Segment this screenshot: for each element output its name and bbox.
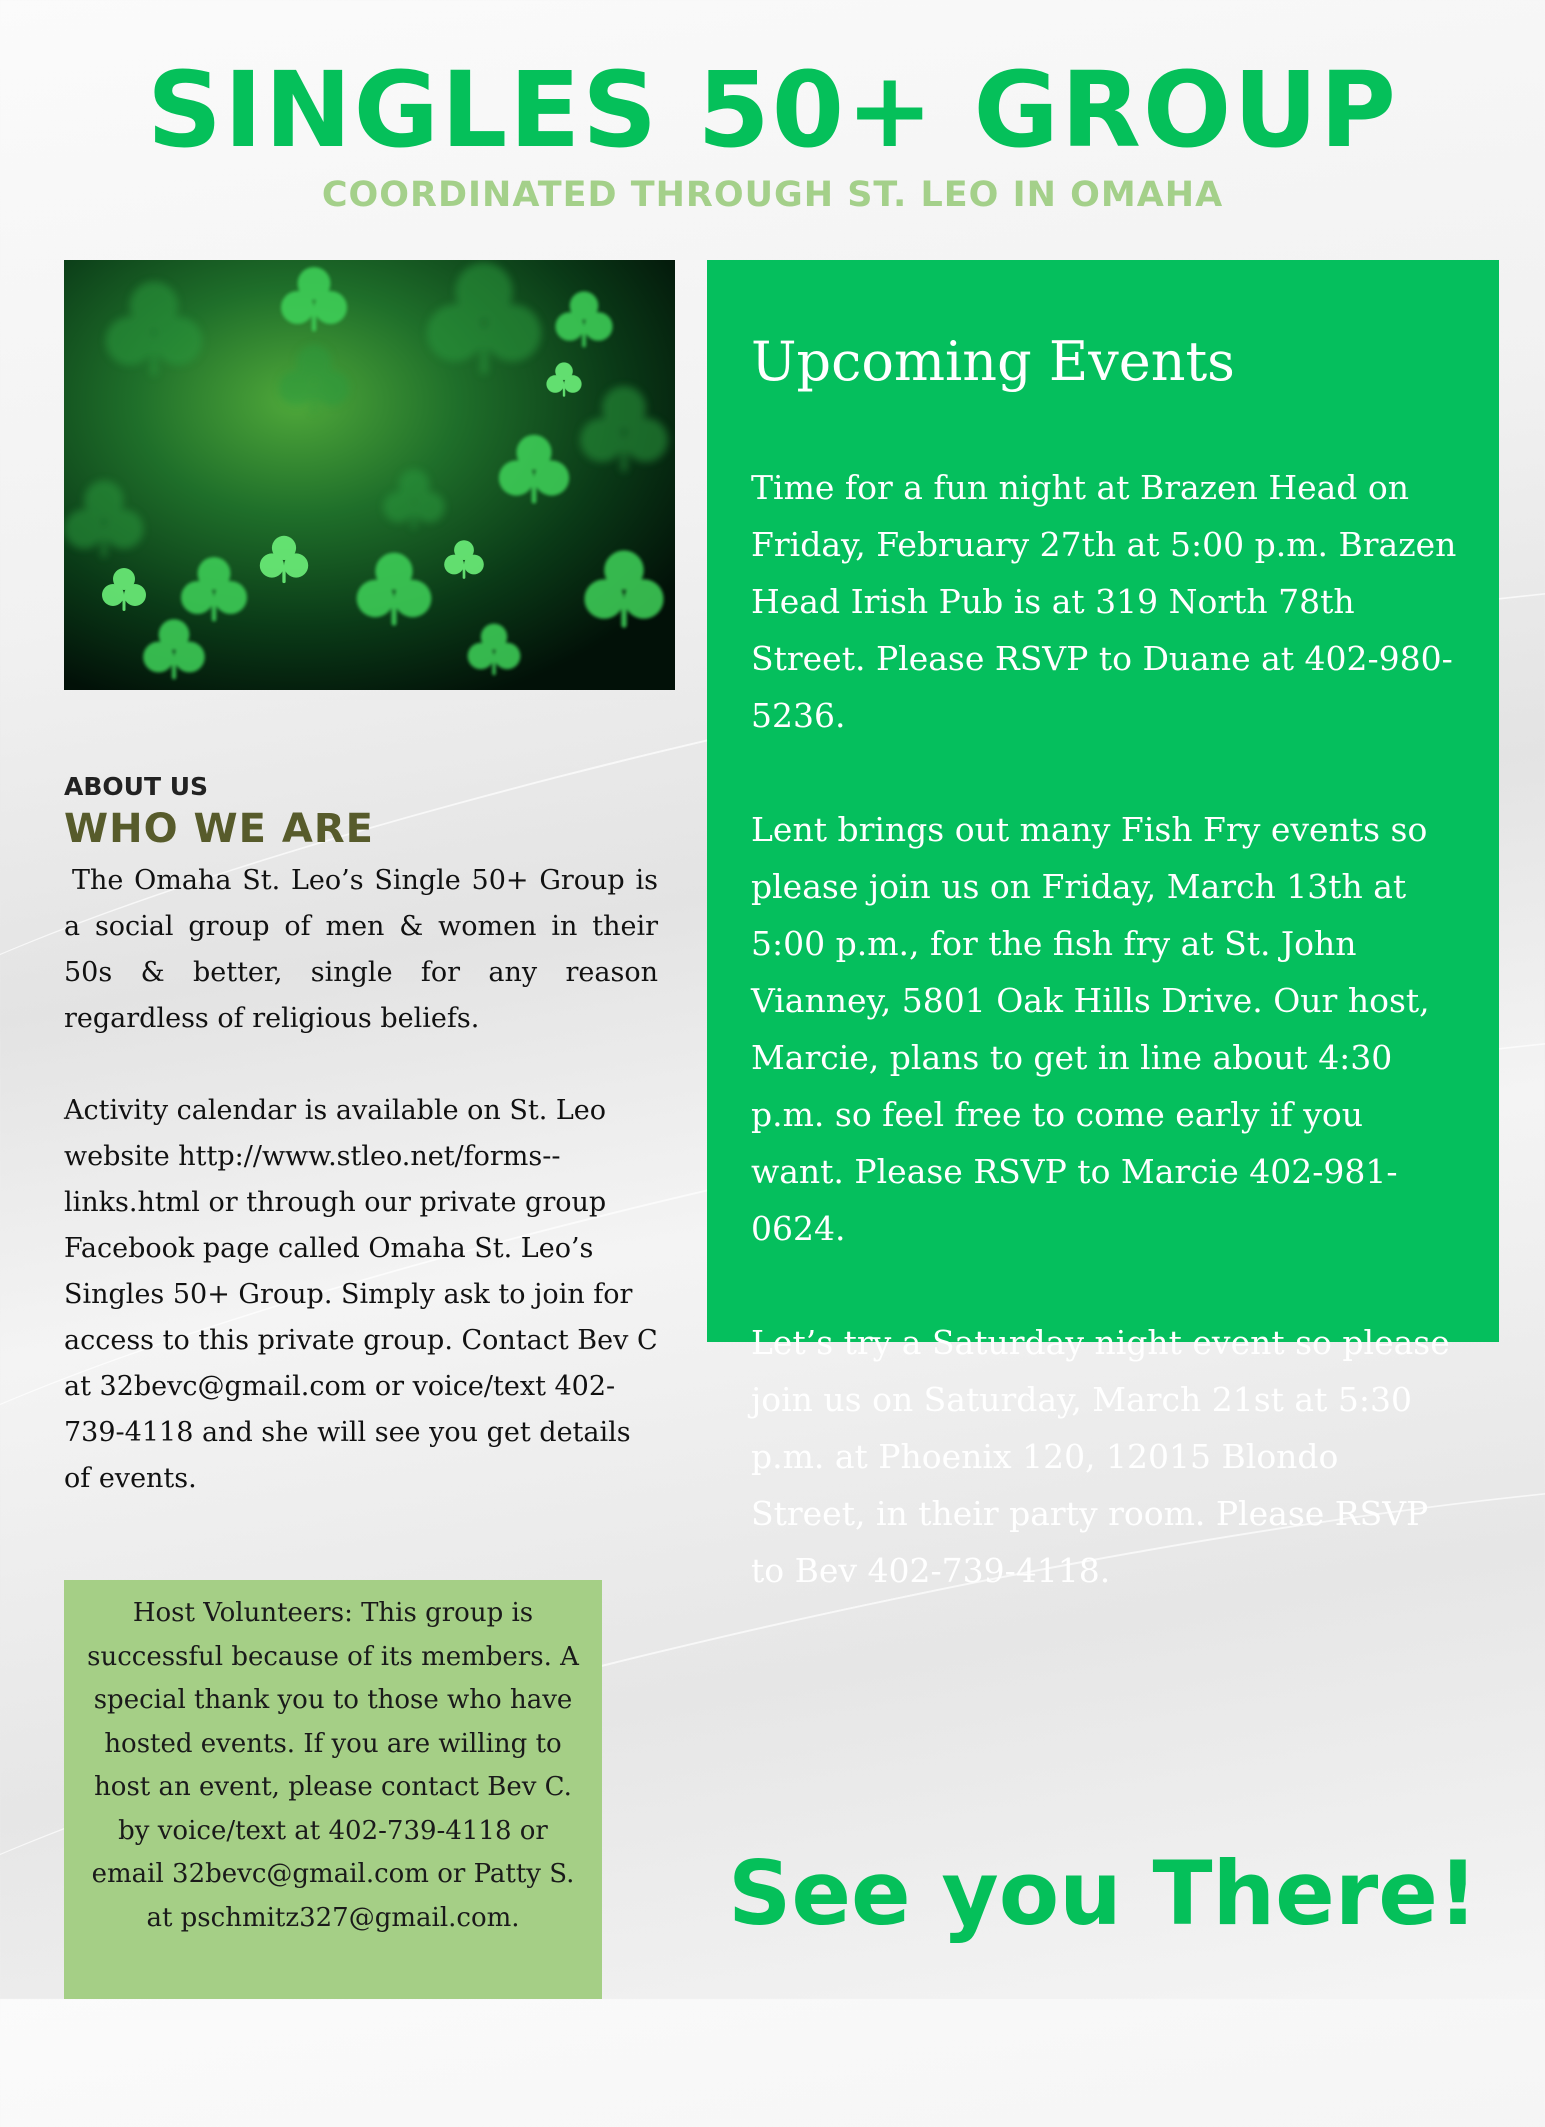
events-heading: Upcoming Events [751, 330, 1235, 393]
upcoming-events-panel [707, 260, 1499, 1590]
event-item: Time for a fun night at Brazen Head on Friday, February 27th at 5:00 p.m. Brazen Head Irish Pub is at 319 North 78th Street. Please RSVP to Duane at 402-980-5236. [751, 467, 1457, 735]
event-item: Let’s try a Saturday night event so please join us on Saturday, March 21st at 5:30 p.m. at Phoenix 120, 12015 Blondo Street, in their party room. Please RSVP to Bev 402-739-4118. [751, 1322, 1450, 1590]
activity-calendar-paragraph: Activity calendar is available on St. Leo website http://www.stleo.net/forms--links.html or through our private group Facebook page called Omaha St. Leo’s Singles 50+ Group. Simply ask to join for access to this private group. Contact Bev C at 32bevc@gmail.com or voice/text 402-739-4118 and she will see you get details of events. [64, 1095, 658, 1494]
page-title: SINGLES 50+ GROUP [146, 49, 1399, 171]
about-section [64, 772, 658, 1502]
page-subtitle: COORDINATED THROUGH ST. LEO IN OMAHA [321, 175, 1224, 215]
about-paragraph: The Omaha St. Leo’s Single 50+ Group is a social group of men & women in their 50s & better, single for any reason regardless of religious beliefs. [64, 865, 658, 1034]
host-volunteers-box [64, 1580, 602, 1999]
about-heading: WHO WE ARE [64, 806, 374, 852]
about-label: ABOUT US [64, 772, 209, 801]
closing-message: See you There! [727, 1842, 1479, 1945]
shamrock-photo [64, 260, 675, 690]
event-item: Lent brings out many Fish Fry events so please join us on Friday, March 13th at 5:00 p.m., for the fish fry at St. John Vianney, 5801 Oak Hills Drive. Our host, Marcie, plans to get in line about 4:30 p.m. so feel free to come early if you want. Please RSVP to Marcie 402-981-0624. [751, 809, 1430, 1248]
host-volunteers-text: Host Volunteers: This group is successful because of its members. A special thank you to those who have hosted events. If you are willing to host an event, please contact Bev C. by voice/text at 402-739-4118 or email 32bevc@gmail.com or Patty S. at pschmitz327@gmail.com. [87, 1598, 579, 1933]
